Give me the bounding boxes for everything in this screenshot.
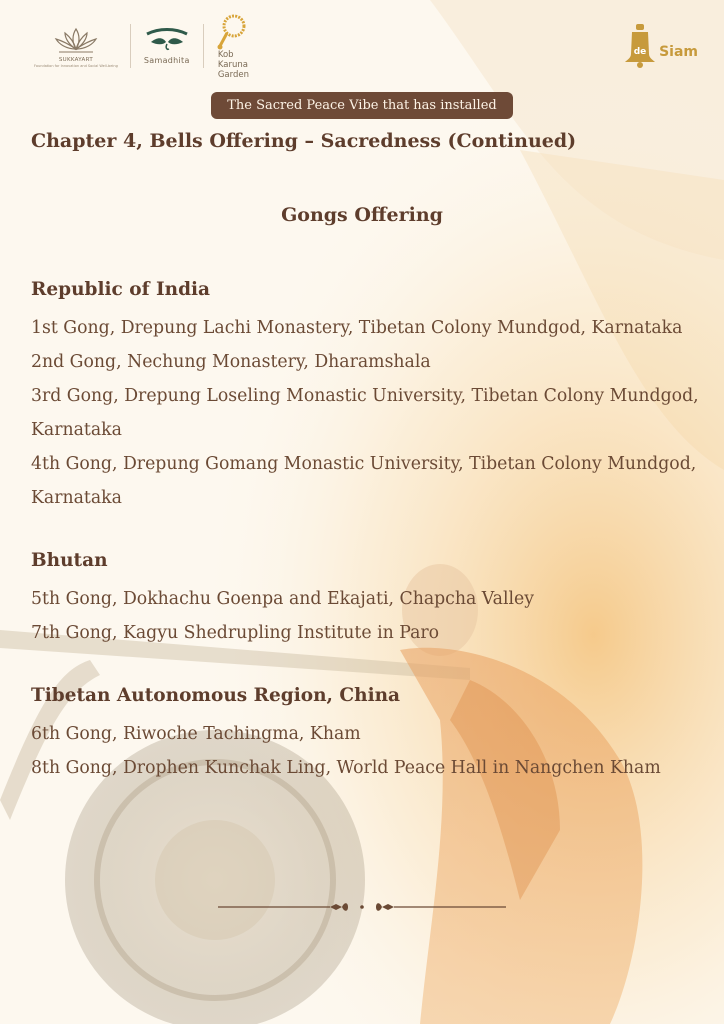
samadhita-logo bbox=[143, 28, 191, 65]
region-title: Republic of India bbox=[31, 279, 211, 300]
section-title: Gongs Offering bbox=[281, 204, 443, 226]
gong-item: 7th Gong, Kagyu Shedrupling Institute in Paro bbox=[31, 623, 440, 643]
sukkayart-subcaption: Foundation for Innovation and Social Well-being bbox=[34, 63, 118, 68]
bell-de-text: de bbox=[633, 47, 647, 57]
sukkayart-logo bbox=[34, 25, 118, 68]
eyes-icon bbox=[143, 28, 191, 54]
logo-divider bbox=[203, 24, 204, 68]
kob-karuna-garden-logo bbox=[216, 12, 249, 80]
kob-line-2: Karuna bbox=[217, 60, 248, 70]
gong-item: 6th Gong, Riwoche Tachingma, Kham bbox=[31, 724, 361, 744]
desiam-logo bbox=[623, 24, 698, 68]
ornament-divider bbox=[218, 899, 506, 915]
gong-item: 8th Gong, Drophen Kunchak Ling, World Peace Hall in Nangchen Kham bbox=[31, 758, 661, 778]
lotus-icon bbox=[51, 25, 101, 55]
bell-icon bbox=[623, 24, 657, 68]
gong-item: 1st Gong, Drepung Lachi Monastery, Tibetan Colony Mundgod, Karnataka bbox=[31, 318, 683, 338]
region-title: Bhutan bbox=[31, 550, 108, 571]
gong-item: 5th Gong, Dokhachu Goenpa and Ekajati, Chapcha Valley bbox=[31, 589, 535, 609]
region-group bbox=[31, 683, 699, 785]
tagline-badge: The Sacred Peace Vibe that has installed bbox=[211, 92, 513, 119]
gong-locations-list bbox=[31, 277, 699, 818]
region-group bbox=[31, 277, 699, 515]
sukkayart-caption: SUKKAYART bbox=[58, 56, 93, 63]
region-group bbox=[31, 548, 699, 650]
desiam-wordmark: Siam bbox=[659, 44, 698, 60]
region-title: Tibetan Autonomous Region, China bbox=[31, 685, 401, 706]
prayer-beads-icon bbox=[216, 12, 248, 50]
kob-line-3: Garden bbox=[217, 70, 249, 80]
logo-divider bbox=[130, 24, 131, 68]
kob-line-1: Kob bbox=[217, 50, 234, 60]
samadhita-caption: Samadhita bbox=[143, 55, 190, 65]
kob-karuna-garden-text bbox=[218, 50, 249, 80]
gong-item: 4th Gong, Drepung Gomang Monastic University, Tibetan Colony Mundgod, Karnataka bbox=[31, 454, 697, 508]
chapter-title: Chapter 4, Bells Offering – Sacredness (Continued) bbox=[31, 130, 577, 152]
partner-logos bbox=[34, 22, 249, 80]
gong-item: 3rd Gong, Drepung Loseling Monastic University, Tibetan Colony Mundgod, Karnataka bbox=[31, 386, 699, 440]
gong-item: 2nd Gong, Nechung Monastery, Dharamshala bbox=[31, 352, 431, 372]
